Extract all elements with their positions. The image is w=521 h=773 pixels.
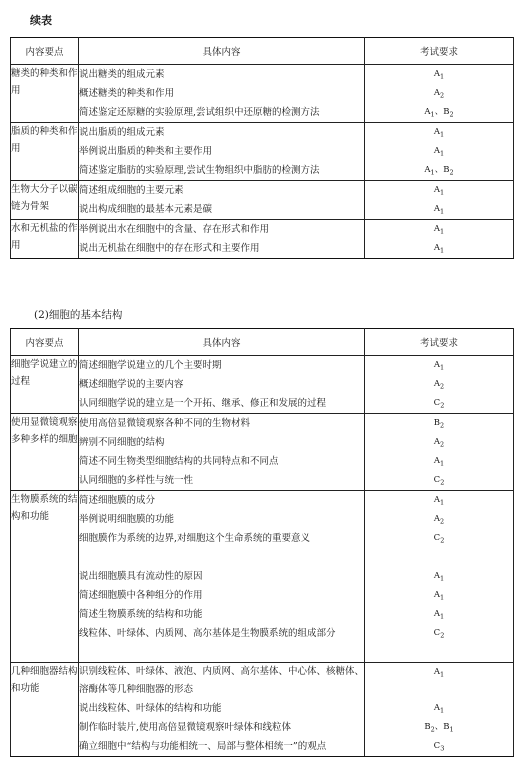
topic-cell: 糖类的种类和作用 [11, 65, 79, 123]
topic-cell: 使用显微镜观察多种多样的细胞 [11, 414, 79, 491]
content-item: 简述生物膜系统的结构和功能 [79, 609, 203, 620]
table-header-row [11, 38, 514, 65]
requirement-code: $C_2$ [433, 628, 445, 640]
requirement-code: $A_2$ [433, 88, 445, 100]
topic-cell: 生物膜系统的结构和功能 [11, 491, 79, 663]
content-item: 概述糖类的种类和作用 [79, 88, 175, 99]
requirement-code: $A_1$ [433, 609, 445, 621]
content-item: 简述组成细胞的主要元素 [79, 185, 184, 196]
content-item: 制作临时装片,使用高倍显微镜观察叶绿体和线粒体 [79, 722, 292, 733]
table-row [11, 663, 514, 757]
requirement-code: $A_1$、$B_2$ [424, 165, 454, 177]
requirement-code: $C_2$ [433, 475, 445, 487]
content-item: 线粒体、叶绿体、内质网、高尔基体是生物膜系统的组成部分 [79, 628, 336, 639]
requirement-cell [365, 181, 514, 220]
requirement-code: $A_1$、$B_2$ [424, 107, 454, 119]
requirement-code: $A_1$ [433, 69, 445, 81]
content-item: 说出糖类的组成元素 [79, 69, 165, 80]
table-header-row [11, 329, 514, 356]
requirement-code: $A_1$ [433, 456, 445, 468]
table-row [11, 220, 514, 259]
header-content: 具体内容 [79, 329, 365, 356]
table-row [11, 181, 514, 220]
topic-cell: 水和无机盐的作用 [11, 220, 79, 259]
requirement-code: $A_1$ [433, 185, 445, 197]
content-item: 说出构成细胞的最基本元素是碳 [79, 204, 213, 215]
content-cell [79, 181, 365, 220]
content-item: 说出脂质的组成元素 [79, 127, 165, 138]
requirement-code: $A_1$ [433, 127, 445, 139]
requirement-cell [365, 356, 514, 414]
content-item: 使用高倍显微镜观察各种不同的生物材料 [79, 418, 251, 429]
content-cell [79, 491, 365, 663]
header-requirement: 考试要求 [365, 329, 514, 356]
content-item: 说出线粒体、叶绿体的结构和功能 [79, 703, 222, 714]
content-item: 细胞膜作为系统的边界,对细胞这个生命系统的重要意义 [79, 533, 311, 544]
content-item: 识别线粒体、叶绿体、液泡、内质网、高尔基体、中心体、核糖体、溶酶体等几种细胞器的形态 [79, 666, 365, 695]
requirement-code: $A_2$ [433, 379, 445, 391]
requirement-code: $C_2$ [433, 398, 445, 410]
requirement-cell [365, 65, 514, 123]
content-item: 举例说明细胞膜的功能 [79, 514, 175, 525]
requirement-code: $A_1$ [433, 204, 445, 216]
table-row [11, 491, 514, 663]
content-item: 简述鉴定脂肪的实验原理,尝试生物组织中脂肪的检测方法 [79, 165, 320, 176]
content-item: 简述细胞学说建立的几个主要时期 [79, 360, 222, 371]
requirements-table-2 [10, 328, 514, 757]
content-item: 说出细胞膜具有流动性的原因 [79, 571, 203, 582]
requirement-code: $C_3$ [433, 741, 445, 753]
content-item: 举例说出脂质的种类和主要作用 [79, 146, 213, 157]
requirements-table-1 [10, 37, 514, 259]
content-cell [79, 220, 365, 259]
requirement-cell [365, 220, 514, 259]
requirement-code: $A_1$ [433, 224, 445, 236]
table-row [11, 123, 514, 181]
content-item: 简述细胞膜的成分 [79, 495, 156, 506]
requirement-code: $B_2$、$B_1$ [424, 722, 454, 734]
requirement-code: $A_1$ [433, 243, 445, 255]
topic-cell: 生物大分子以碳链为骨架 [11, 181, 79, 220]
content-cell [79, 663, 365, 757]
table-row [11, 65, 514, 123]
content-item: 概述细胞学说的主要内容 [79, 379, 184, 390]
header-content: 具体内容 [79, 38, 365, 65]
requirement-cell [365, 414, 514, 491]
topic-cell: 几种细胞器结构和功能 [11, 663, 79, 757]
header-topic: 内容要点 [11, 329, 79, 356]
content-cell [79, 65, 365, 123]
content-item: 简述鉴定还原糖的实验原理,尝试组织中还原糖的检测方法 [79, 107, 320, 118]
requirement-code: $A_1$ [433, 590, 445, 602]
requirement-cell [365, 663, 514, 757]
header-topic: 内容要点 [11, 38, 79, 65]
continued-label: 续表 [30, 14, 52, 27]
requirement-code: $C_2$ [433, 533, 445, 545]
topic-cell: 细胞学说建立的过程 [11, 356, 79, 414]
table-row [11, 356, 514, 414]
content-item: 说出无机盐在细胞中的存在形式和主要作用 [79, 243, 260, 254]
topic-cell: 脂质的种类和作用 [11, 123, 79, 181]
requirement-code: $A_1$ [433, 146, 445, 158]
requirement-code: $A_1$ [433, 571, 445, 583]
requirement-code: $A_2$ [433, 437, 445, 449]
content-item: 简述细胞膜中各种组分的作用 [79, 590, 203, 601]
content-item: 简述不同生物类型细胞结构的共同特点和不同点 [79, 456, 279, 467]
requirement-cell [365, 123, 514, 181]
table-row [11, 414, 514, 491]
content-item: 确立细胞中“结构与功能相统一、局部与整体相统一”的观点 [79, 741, 327, 752]
requirement-cell [365, 491, 514, 663]
requirement-code: $A_1$ [433, 360, 445, 372]
requirement-code: $A_1$ [433, 495, 445, 507]
header-requirement: 考试要求 [365, 38, 514, 65]
requirement-code: $A_1$ [433, 703, 445, 715]
content-item: 举例说出水在细胞中的含量、存在形式和作用 [79, 224, 270, 235]
content-item: 辨别不同细胞的结构 [79, 437, 165, 448]
requirement-code: $A_1$ [433, 667, 445, 679]
content-cell [79, 123, 365, 181]
content-item: 认同细胞的多样性与统一性 [79, 475, 194, 486]
requirement-code: $B_2$ [433, 418, 445, 430]
content-cell [79, 414, 365, 491]
section-title: (2)细胞的基本结构 [34, 309, 123, 321]
requirement-code: $A_2$ [433, 514, 445, 526]
content-cell [79, 356, 365, 414]
content-item: 认同细胞学说的建立是一个开拓、继承、修正和发展的过程 [79, 398, 327, 409]
